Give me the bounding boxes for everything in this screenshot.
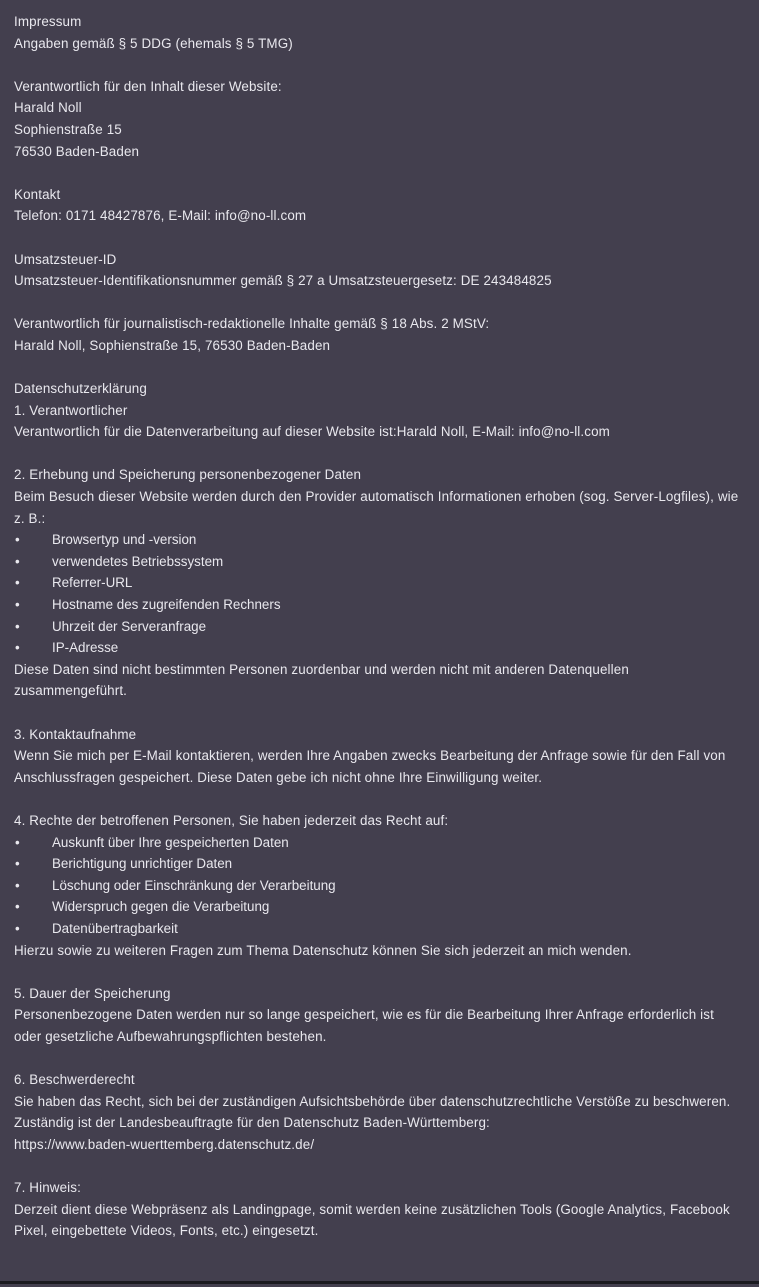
- section-4-outro: Hierzu sowie zu weiteren Fragen zum Thema Datenschutz können Sie sich jederzeit an mich wenden.: [14, 942, 632, 958]
- vat-id-heading: Umsatzsteuer-ID: [14, 251, 117, 267]
- spacer: [14, 1155, 741, 1177]
- content-responsible-label: Verantwortlich für den Inhalt dieser Website:: [14, 78, 282, 94]
- legal-notice-content: [14, 11, 741, 1242]
- section-4-title: 4. Rechte der betroffenen Personen, Sie haben jederzeit das Recht auf:: [14, 812, 449, 828]
- list-item: [14, 853, 741, 875]
- section-3-title: 3. Kontaktaufnahme: [14, 726, 137, 742]
- bullet-icon: •: [15, 532, 20, 548]
- impressum-legal-basis: Angaben gemäß § 5 DDG (ehemals § 5 TMG): [14, 35, 293, 51]
- section-6-title: 6. Beschwerderecht: [14, 1072, 135, 1088]
- list-item-label: Referrer-URL: [52, 575, 133, 591]
- list-item: [14, 896, 741, 918]
- list-item: [14, 551, 741, 573]
- spacer: [14, 443, 741, 465]
- spacer: [14, 788, 741, 810]
- section-2-title: 2. Erhebung und Speicherung personenbezogener Daten: [14, 467, 362, 483]
- section-1-title: 1. Verantwortlicher: [14, 402, 128, 418]
- list-item-label: Uhrzeit der Serveranfrage: [52, 618, 207, 634]
- list-item: [14, 572, 741, 594]
- bullet-icon: •: [15, 899, 20, 915]
- supervisory-authority-url[interactable]: https://www.baden-wuerttemberg.datenschutz.de/: [14, 1136, 315, 1152]
- content-responsible-street: Sophienstraße 15: [14, 121, 122, 137]
- bullet-icon: •: [15, 856, 20, 872]
- section-6-body: Sie haben das Recht, sich bei der zuständigen Aufsichtsbehörde über datenschutzrechtliche Verstöße zu beschweren. Zuständig ist der Landesbeauftragte für den Datenschutz Baden-Württemberg:: [14, 1093, 731, 1131]
- spacer: [14, 227, 741, 249]
- list-item-label: Berichtigung unrichtiger Daten: [52, 856, 233, 872]
- list-item: [14, 529, 741, 551]
- bullet-icon: •: [15, 618, 20, 634]
- spacer: [14, 961, 741, 983]
- section-7-title: 7. Hinweis:: [14, 1180, 81, 1196]
- list-item-label: Löschung oder Einschränkung der Verarbeitung: [52, 877, 336, 893]
- section-2-outro: Diese Daten sind nicht bestimmten Personen zuordenbar und werden nicht mit anderen Datenquellen zusammengeführt.: [14, 661, 629, 699]
- bullet-icon: •: [15, 920, 20, 936]
- list-item: [14, 637, 741, 659]
- section-7-body: Derzeit dient diese Webpräsenz als Landingpage, somit werden keine zusätzlichen Tools (Google Analytics, Facebook Pixel, eingebettete Videos, Fonts, etc.) eingesetzt.: [14, 1201, 730, 1239]
- list-item: [14, 832, 741, 854]
- content-responsible-name: Harald Noll: [14, 100, 82, 116]
- list-item-label: Widerspruch gegen die Verarbeitung: [52, 899, 270, 915]
- bullet-icon: •: [15, 640, 20, 656]
- section-2-intro: Beim Besuch dieser Website werden durch den Provider automatisch Informationen erhoben (sog. Server-Logfiles), wie z. B.:: [14, 489, 739, 526]
- list-item-label: Auskunft über Ihre gespeicherten Daten: [52, 834, 289, 850]
- spacer: [14, 357, 741, 379]
- bottom-divider: [0, 1281, 759, 1284]
- list-item: [14, 875, 741, 897]
- spacer: [14, 162, 741, 184]
- spacer: [14, 292, 741, 314]
- list-item-label: Hostname des zugreifenden Rechners: [52, 597, 281, 613]
- spacer: [14, 1048, 741, 1070]
- list-item-label: verwendetes Betriebssystem: [52, 553, 224, 569]
- vat-id-value: Umsatzsteuer-Identifikationsnummer gemäß § 27 a Umsatzsteuergesetz: DE 243484825: [14, 273, 552, 289]
- list-item: [14, 616, 741, 638]
- contact-details: Telefon: 0171 48427876, E-Mail: info@no-ll.com: [14, 208, 307, 224]
- spacer: [14, 54, 741, 76]
- privacy-policy-heading: Datenschutzerklärung: [14, 381, 147, 397]
- section-3-body: Wenn Sie mich per E-Mail kontaktieren, werden Ihre Angaben zwecks Bearbeitung der Anfrage sowie für den Fall von Anschlussfragen gespeichert. Diese Daten gebe ich nicht ohne Ihre Einwilligung weiter.: [14, 748, 726, 785]
- bullet-icon: •: [15, 575, 20, 591]
- section-5-title: 5. Dauer der Speicherung: [14, 985, 171, 1001]
- contact-heading: Kontakt: [14, 186, 61, 202]
- editorial-responsible-label: Verantwortlich für journalistisch-redaktionelle Inhalte gemäß § 18 Abs. 2 MStV:: [14, 316, 490, 332]
- list-item-label: IP-Adresse: [52, 640, 119, 656]
- bullet-icon: •: [15, 834, 20, 850]
- bullet-icon: •: [15, 877, 20, 893]
- bullet-icon: •: [15, 553, 20, 569]
- list-item-label: Datenübertragbarkeit: [52, 920, 178, 936]
- section-5-body: Personenbezogene Daten werden nur so lange gespeichert, wie es für die Bearbeitung Ihrer Anfrage erforderlich ist oder gesetzliche Aufbewahrungspflichten bestehen.: [14, 1007, 714, 1044]
- impressum-heading: Impressum: [14, 14, 82, 29]
- spacer: [14, 702, 741, 724]
- section-1-body: Verantwortlich für die Datenverarbeitung auf dieser Website ist:Harald Noll, E-Mail: info@no-ll.com: [14, 424, 610, 440]
- editorial-responsible-address: Harald Noll, Sophienstraße 15, 76530 Baden-Baden: [14, 337, 331, 353]
- list-item: [14, 594, 741, 616]
- content-responsible-city: 76530 Baden-Baden: [14, 143, 140, 159]
- list-item-label: Browsertyp und -version: [52, 532, 197, 548]
- list-item: [14, 918, 741, 940]
- bullet-icon: •: [15, 597, 20, 613]
